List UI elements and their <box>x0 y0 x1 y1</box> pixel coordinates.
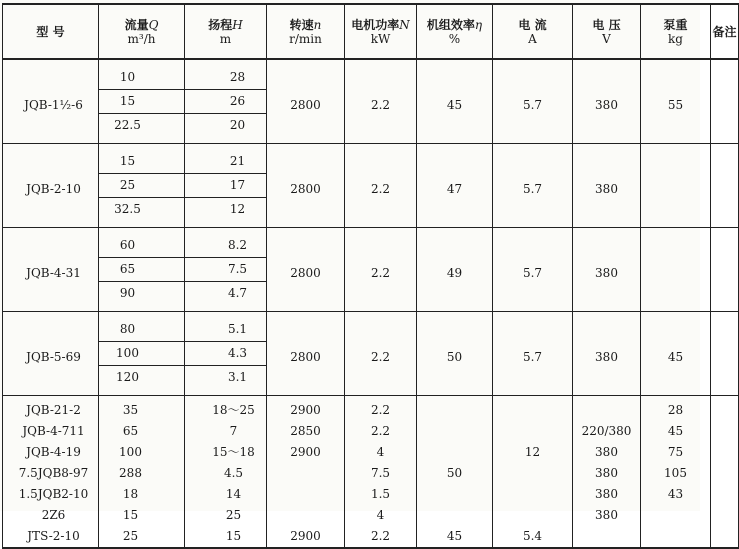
model-cell: JQB-2-10 <box>3 144 99 228</box>
speed-cell: 2850 <box>267 421 345 442</box>
note-cell <box>711 396 739 422</box>
efficiency-cell: 49 <box>417 228 493 312</box>
model-cell: JQB-1½-6 <box>3 59 99 144</box>
voltage-cell: 220/380 <box>573 421 641 442</box>
table-row <box>3 463 739 484</box>
head-cell: 25 <box>185 505 267 526</box>
weight-cell <box>641 526 711 548</box>
column-header <box>99 4 185 59</box>
voltage-cell: 380 <box>573 144 641 228</box>
model-cell: JQB-4-31 <box>3 228 99 312</box>
head-cell: 4.5 <box>185 463 267 484</box>
note-cell <box>711 144 739 228</box>
current-cell: 12 <box>493 442 573 463</box>
speed-cell: 2800 <box>267 312 345 396</box>
voltage-cell: 380 <box>573 484 641 505</box>
note-cell <box>711 526 739 548</box>
current-cell: 5.7 <box>493 144 573 228</box>
weight-cell: 43 <box>641 484 711 505</box>
flow-cell: 25 <box>99 526 185 548</box>
head-cell: 20 <box>185 114 267 144</box>
column-header-label: 电 压 <box>592 17 621 32</box>
flow-cell: 15 <box>99 505 185 526</box>
current-cell <box>493 396 573 422</box>
voltage-cell <box>573 526 641 548</box>
column-header-label: 机组效率 <box>426 17 475 32</box>
note-cell <box>711 484 739 505</box>
model-group <box>3 312 739 396</box>
efficiency-cell: 50 <box>417 312 493 396</box>
current-cell <box>493 505 573 526</box>
current-cell <box>493 463 573 484</box>
power-cell: 2.2 <box>345 421 417 442</box>
column-header <box>417 4 493 59</box>
column-header <box>641 4 711 59</box>
note-cell <box>711 505 739 526</box>
head-cell: 15～18 <box>185 442 267 463</box>
column-header-unit: kW <box>370 31 391 46</box>
efficiency-cell <box>417 421 493 442</box>
table-row <box>3 421 739 442</box>
current-cell <box>493 421 573 442</box>
power-cell: 2.2 <box>345 144 417 228</box>
column-header-symbol: H <box>232 17 243 32</box>
voltage-cell <box>573 396 641 422</box>
speed-cell: 2800 <box>267 228 345 312</box>
column-header-label: 备注 <box>712 24 737 39</box>
power-cell: 2.2 <box>345 59 417 144</box>
power-cell: 4 <box>345 442 417 463</box>
power-cell: 1.5 <box>345 484 417 505</box>
head-cell: 4.7 <box>185 282 267 312</box>
head-cell: 28 <box>185 59 267 90</box>
weight-cell <box>641 144 711 228</box>
weight-cell: 105 <box>641 463 711 484</box>
header-row <box>3 4 739 59</box>
weight-cell <box>641 505 711 526</box>
model-cell: JQB-4-19 <box>3 442 99 463</box>
head-cell: 14 <box>185 484 267 505</box>
speed-cell <box>267 484 345 505</box>
column-header-label: 泵重 <box>663 17 688 32</box>
flow-cell: 120 <box>99 366 185 396</box>
power-cell: 2.2 <box>345 396 417 422</box>
flow-cell: 100 <box>99 442 185 463</box>
speed-cell: 2800 <box>267 144 345 228</box>
efficiency-cell: 47 <box>417 144 493 228</box>
column-header-unit: kg <box>668 31 683 46</box>
power-cell: 7.5 <box>345 463 417 484</box>
power-cell: 2.2 <box>345 312 417 396</box>
table-row <box>3 144 739 174</box>
column-header-label: 型 号 <box>36 24 65 39</box>
column-header-unit: r/min <box>289 31 322 46</box>
table-row <box>3 484 739 505</box>
column-header <box>493 4 573 59</box>
flow-cell: 15 <box>99 144 185 174</box>
voltage-cell: 380 <box>573 59 641 144</box>
head-cell: 7.5 <box>185 258 267 282</box>
column-header-unit: V <box>602 31 611 46</box>
efficiency-cell <box>417 442 493 463</box>
speed-cell: 2800 <box>267 59 345 144</box>
weight-cell: 55 <box>641 59 711 144</box>
speed-cell: 2900 <box>267 442 345 463</box>
column-header <box>345 4 417 59</box>
misc-models <box>3 396 739 549</box>
voltage-cell: 380 <box>573 228 641 312</box>
flow-cell: 90 <box>99 282 185 312</box>
head-cell: 15 <box>185 526 267 548</box>
current-cell: 5.7 <box>493 312 573 396</box>
model-cell: 1.5JQB2-10 <box>3 484 99 505</box>
column-header-unit: A <box>528 31 537 46</box>
flow-cell: 22.5 <box>99 114 185 144</box>
note-cell <box>711 442 739 463</box>
column-header <box>267 4 345 59</box>
speed-cell <box>267 505 345 526</box>
efficiency-cell: 45 <box>417 59 493 144</box>
flow-cell: 65 <box>99 258 185 282</box>
head-cell: 21 <box>185 144 267 174</box>
head-cell: 8.2 <box>185 228 267 258</box>
column-header <box>3 4 99 59</box>
note-cell <box>711 463 739 484</box>
note-cell <box>711 421 739 442</box>
column-header <box>711 4 739 59</box>
flow-cell: 100 <box>99 342 185 366</box>
column-header-label: 转速 <box>289 17 314 32</box>
model-cell: 2Z6 <box>3 505 99 526</box>
column-header-label: 电机功率 <box>351 17 400 32</box>
flow-cell: 25 <box>99 174 185 198</box>
column-header-unit: m³/h <box>127 31 156 46</box>
table-row <box>3 312 739 342</box>
voltage-cell: 380 <box>573 505 641 526</box>
current-cell: 5.7 <box>493 59 573 144</box>
head-cell: 17 <box>185 174 267 198</box>
efficiency-cell <box>417 484 493 505</box>
current-cell: 5.7 <box>493 228 573 312</box>
head-cell: 18～25 <box>185 396 267 422</box>
efficiency-cell <box>417 396 493 422</box>
speed-cell: 2900 <box>267 396 345 422</box>
flow-cell: 15 <box>99 90 185 114</box>
flow-cell: 18 <box>99 484 185 505</box>
voltage-cell: 380 <box>573 442 641 463</box>
flow-cell: 10 <box>99 59 185 90</box>
model-cell: JTS-2-10 <box>3 526 99 548</box>
column-header-unit: m <box>219 31 232 46</box>
table-row <box>3 505 739 526</box>
weight-cell: 75 <box>641 442 711 463</box>
table-row <box>3 228 739 258</box>
table-row <box>3 59 739 90</box>
head-cell: 26 <box>185 90 267 114</box>
head-cell: 5.1 <box>185 312 267 342</box>
table-row <box>3 442 739 463</box>
table-header <box>3 4 739 59</box>
head-cell: 4.3 <box>185 342 267 366</box>
current-cell: 5.4 <box>493 526 573 548</box>
efficiency-cell: 45 <box>417 526 493 548</box>
note-cell <box>711 59 739 144</box>
column-header-label: 扬程 <box>208 17 233 32</box>
pump-spec-table <box>2 3 739 549</box>
head-cell: 12 <box>185 198 267 228</box>
flow-cell: 65 <box>99 421 185 442</box>
speed-cell <box>267 463 345 484</box>
table-row <box>3 396 739 422</box>
power-cell: 4 <box>345 505 417 526</box>
current-cell <box>493 484 573 505</box>
efficiency-cell: 50 <box>417 463 493 484</box>
power-cell: 2.2 <box>345 228 417 312</box>
note-cell <box>711 312 739 396</box>
column-header-symbol: N <box>399 17 410 32</box>
voltage-cell: 380 <box>573 463 641 484</box>
speed-cell: 2900 <box>267 526 345 548</box>
flow-cell: 35 <box>99 396 185 422</box>
flow-cell: 80 <box>99 312 185 342</box>
note-cell <box>711 228 739 312</box>
column-header-symbol: η <box>474 17 483 32</box>
flow-cell: 288 <box>99 463 185 484</box>
column-header-symbol: n <box>313 17 322 32</box>
head-cell: 7 <box>185 421 267 442</box>
column-header-symbol: Q <box>148 17 159 32</box>
model-group <box>3 59 739 144</box>
weight-cell <box>641 228 711 312</box>
column-header-label: 电 流 <box>518 17 547 32</box>
column-header-unit: % <box>448 31 461 46</box>
efficiency-cell <box>417 505 493 526</box>
head-cell: 3.1 <box>185 366 267 396</box>
model-cell: JQB-4-711 <box>3 421 99 442</box>
voltage-cell: 380 <box>573 312 641 396</box>
table-row <box>3 526 739 548</box>
weight-cell: 28 <box>641 396 711 422</box>
model-group <box>3 144 739 228</box>
column-header <box>185 4 267 59</box>
flow-cell: 60 <box>99 228 185 258</box>
weight-cell: 45 <box>641 421 711 442</box>
weight-cell: 45 <box>641 312 711 396</box>
column-header-label: 流量 <box>124 17 149 32</box>
column-header <box>573 4 641 59</box>
model-group <box>3 228 739 312</box>
flow-cell: 32.5 <box>99 198 185 228</box>
model-cell: JQB-5-69 <box>3 312 99 396</box>
power-cell: 2.2 <box>345 526 417 548</box>
model-cell: JQB-21-2 <box>3 396 99 422</box>
model-cell: 7.5JQB8-97 <box>3 463 99 484</box>
